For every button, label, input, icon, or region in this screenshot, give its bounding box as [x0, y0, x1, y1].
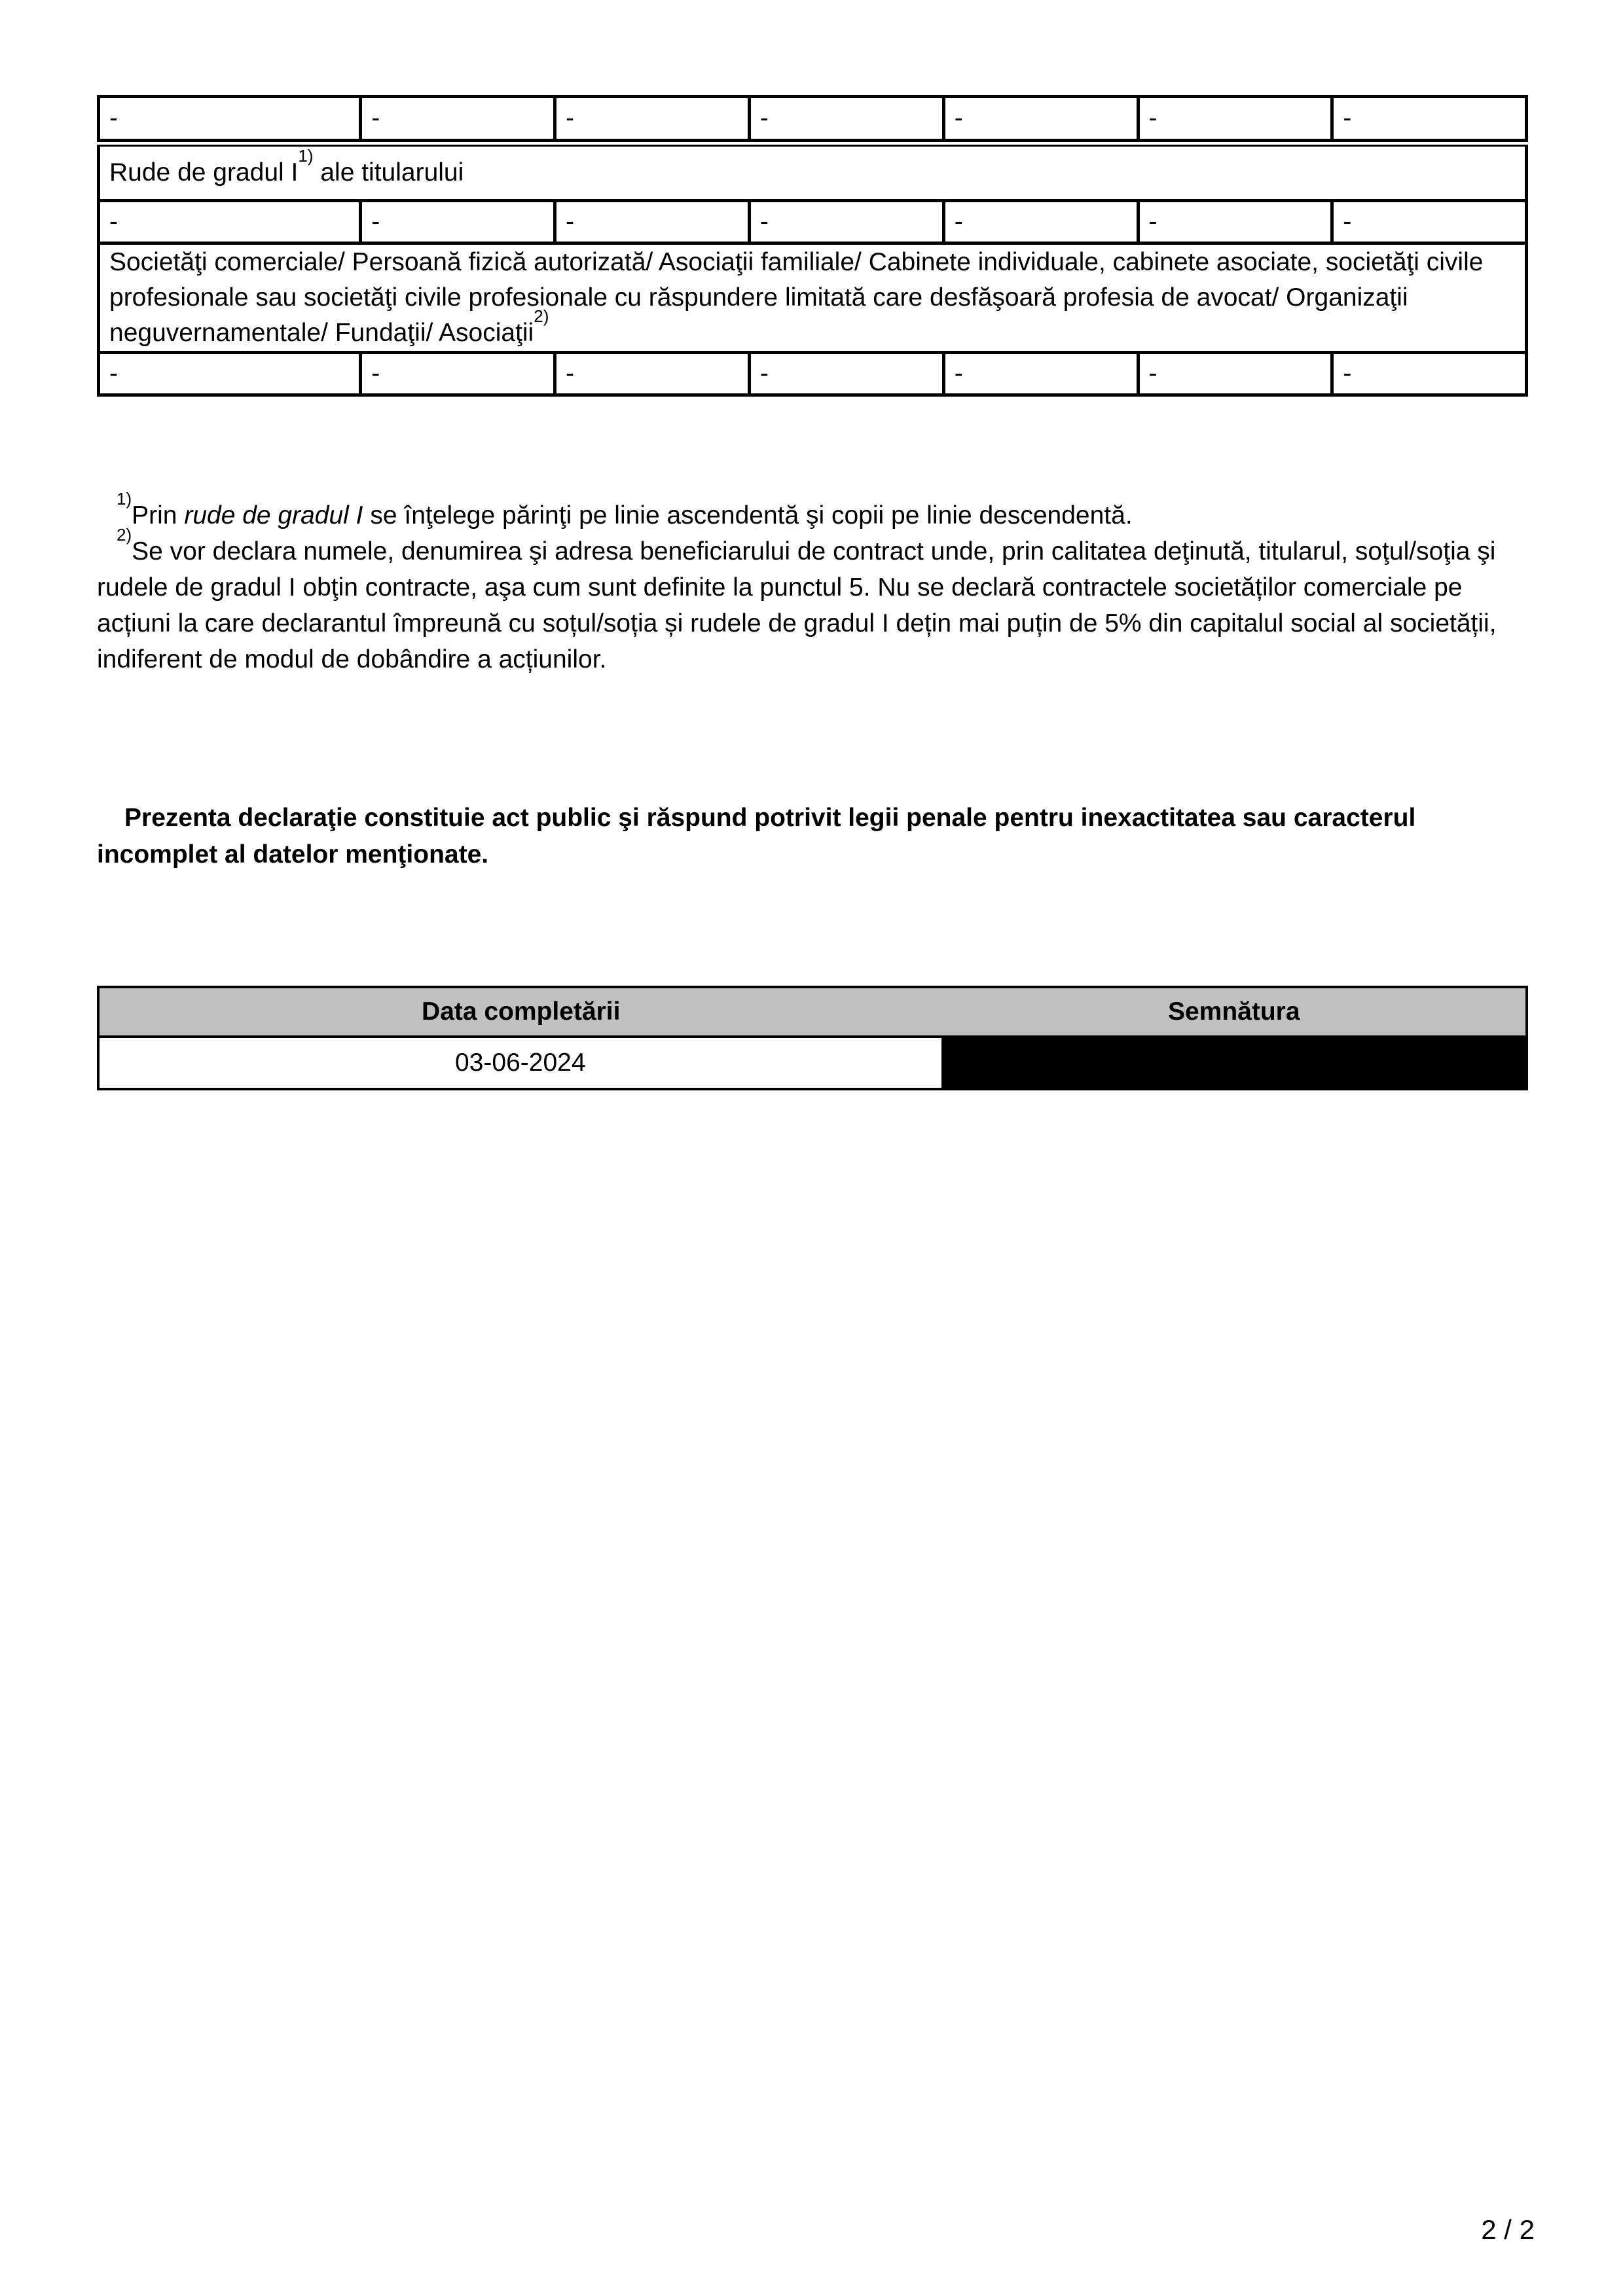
signature-table-data-row: [98, 1037, 1527, 1089]
relatives-section-label: [99, 146, 1527, 201]
footnote-1: [97, 489, 1531, 533]
legal-statement: Prezenta declaraţie constituie act public şi răspund potrivit legii penale pentru inexactitatea sau caracterul incomplet al datelor menţionate.: [97, 804, 1416, 869]
companies-label-text: Societăţi comerciale/ Persoană fizică autorizată/ Asociaţii familiale/ Cabinete individuale, cabinete asociate, societăţi civile profesionale sau societăţi civile profesionale cu răspundere limitată care desfăşoară profesia de avocat/ Organizaţii neguvernamentale/ Fundaţii/ Asociaţii: [109, 248, 1484, 347]
footnote-1-text: Prin: [132, 501, 185, 529]
table-row: [99, 353, 1527, 395]
dash-cell: -: [361, 353, 555, 395]
dash-cell: -: [361, 201, 555, 243]
footnote-2-reference: 2): [534, 306, 549, 326]
footnote-1-text-continued: se înţelege părinţi pe linie ascendentă şi copii pe linie descendentă.: [363, 501, 1133, 529]
dash-cell: -: [1138, 97, 1332, 141]
relatives-label-text-after: ale titularului: [313, 158, 464, 187]
dash-cell: -: [1138, 201, 1332, 243]
dash-cell: -: [1138, 353, 1332, 395]
dash-cell: -: [749, 97, 943, 141]
dash-cell: -: [943, 353, 1138, 395]
table-row: [99, 201, 1527, 243]
dash-cell: -: [943, 201, 1138, 243]
companies-section-label: [99, 243, 1527, 353]
date-header-cell: Data completării: [98, 987, 943, 1037]
continuation-table: [97, 95, 1528, 142]
footnote-1-reference: 1): [298, 146, 314, 166]
table-row: [99, 243, 1527, 353]
dash-cell: -: [555, 97, 750, 141]
signature-table-header-row: [98, 987, 1527, 1037]
signature-redaction-box: [943, 1037, 1527, 1089]
dash-cell: -: [1332, 201, 1527, 243]
dash-cell: -: [99, 353, 361, 395]
dash-cell: -: [555, 201, 750, 243]
footnote-2-text: Se vor declara numele, denumirea şi adresa beneficiarului de contract unde, prin calitatea deţinută, titularul, soţul/soţia şi rudele de gradul I obţin contracte, aşa cum sunt definite la punctul 5. Nu se declară contractele societăților comerciale pe acțiuni la care declarantul împreună cu soțul/soția și rudele de gradul I dețin mai puțin de 5% din capitalul social al societății, indiferent de modul de dobândire a acțiunilor.: [97, 537, 1497, 673]
dash-cell: -: [1332, 353, 1527, 395]
footnotes: [97, 489, 1531, 677]
footnote-1-marker: 1): [117, 489, 132, 509]
table-row: [99, 97, 1527, 141]
dash-cell: -: [555, 353, 750, 395]
dash-cell: -: [749, 353, 943, 395]
footnote-2: [97, 525, 1531, 677]
dash-cell: -: [361, 97, 555, 141]
dash-cell: -: [943, 97, 1138, 141]
table-row: [99, 146, 1527, 201]
completion-date-value: 03-06-2024: [98, 1037, 943, 1089]
signature-table: [97, 986, 1528, 1090]
dash-cell: -: [99, 201, 361, 243]
dash-cell: -: [99, 97, 361, 141]
dash-cell: -: [749, 201, 943, 243]
footnote-1-italic-term: rude de gradul I: [184, 501, 363, 529]
footnote-2-marker: 2): [117, 525, 132, 545]
page-number: 2 / 2: [1481, 2214, 1535, 2245]
relatives-label-text: Rude de gradul I: [109, 158, 299, 187]
signature-header-cell: Semnătura: [943, 987, 1527, 1037]
interests-table: [97, 145, 1528, 397]
dash-cell: -: [1332, 97, 1527, 141]
